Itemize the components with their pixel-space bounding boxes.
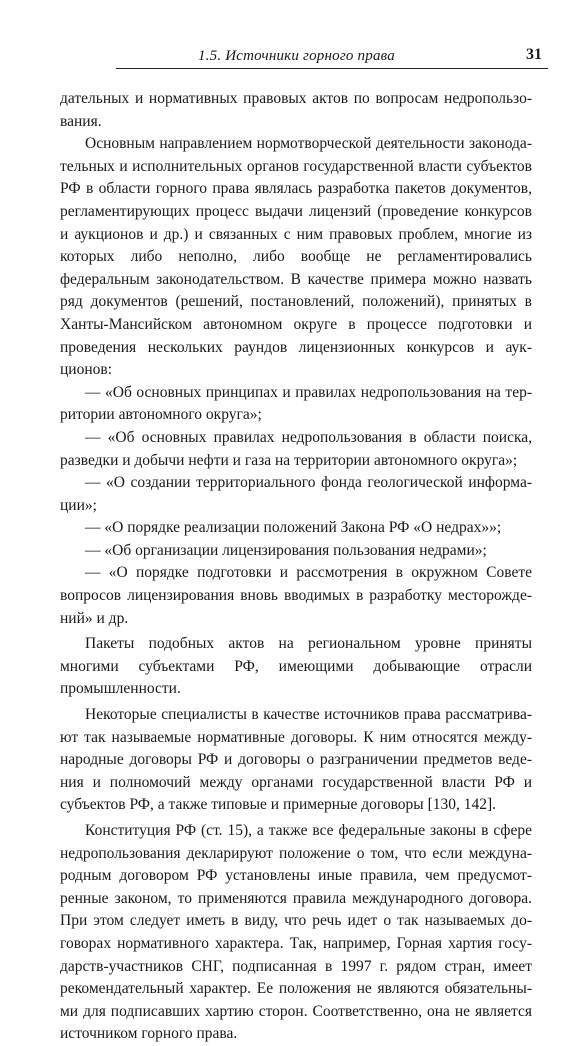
paragraph-constitution: Конституция РФ (ст. 15), а также все федеральные законы в сфере недропользования декларируют положение о том, что если международным договором РФ установлены иные правила, чем предусмотренные законом, то применяются правила международного договора. При этом следует иметь в виду, что речь идет о так называемых договорах нормативного характера. Так, например, Горная хартия государств-участников СНГ, подписанная в 1997 г. рядом стран, имеет рекомендательный характер. Ее положения не являются обязательными для подписавших хартию сторон. Соответственно, она не является источником горного права.	[60, 822, 532, 1043]
list-item: — «О создании территориального фонда геологической информации»;	[60, 474, 532, 514]
list-item: — «Об организации лицензирования пользования недрами»;	[85, 541, 487, 559]
running-header	[116, 42, 548, 69]
paragraph-main-direction: Основным направлением нормотворческой деятельности законодательных и исполнительных органов государственной власти субъектов РФ в области горного права являлась разработка пакетов документов, регламентирующих процесс выдачи лицензий (проведение конкурсов и аукционов и др.) и связанных с ним правовых проблем, многие из которых либо неполно, либо вообще не регламентировались федеральным законодательством. В качестве примера можно назвать ряд документов (решений, постановлений, положений), принятых в Ханты-Мансийском автономном округе в процессе подготовки и проведения нескольких раундов лицензионных конкурсов и аукционов:	[60, 135, 532, 379]
paragraph-continuation: дательных и нормативных правовых актов по вопросам недропользования.	[60, 90, 532, 130]
section-title: 1.5. Источники горного права	[198, 48, 395, 64]
page-body	[60, 88, 532, 1046]
list-item: — «Об основных правилах недропользования в области поиска, разведки и добычи нефти и газа на территории автономного округа»;	[60, 428, 532, 469]
list-item: — «Об основных принципах и правилах недропользования на территории автономного округа»;	[60, 383, 532, 424]
page-number: 31	[526, 46, 542, 63]
list-item: — «О порядке подготовки и рассмотрения в окружном Совете вопросов лицензирования вновь вводимых в разработку месторождений» и др.	[60, 564, 532, 627]
paragraph-normative-treaties: Некоторые специалисты в качестве источников права рассматривают так называемые нормативные договоры. К ним относятся международные договоры РФ и договоры о разграничении предметов ведения и полномочий между органами государственной власти РФ и субъектов РФ, а также типовые и примерные договоры [130, 142].	[60, 706, 532, 814]
list-item: — «О порядке реализации положений Закона РФ «О недрах»»;	[85, 519, 502, 537]
paragraph-regional-acts: Пакеты подобных актов на региональном уровне приняты многими субъектами РФ, имеющими добывающие отрасли промышленности.	[60, 635, 532, 698]
